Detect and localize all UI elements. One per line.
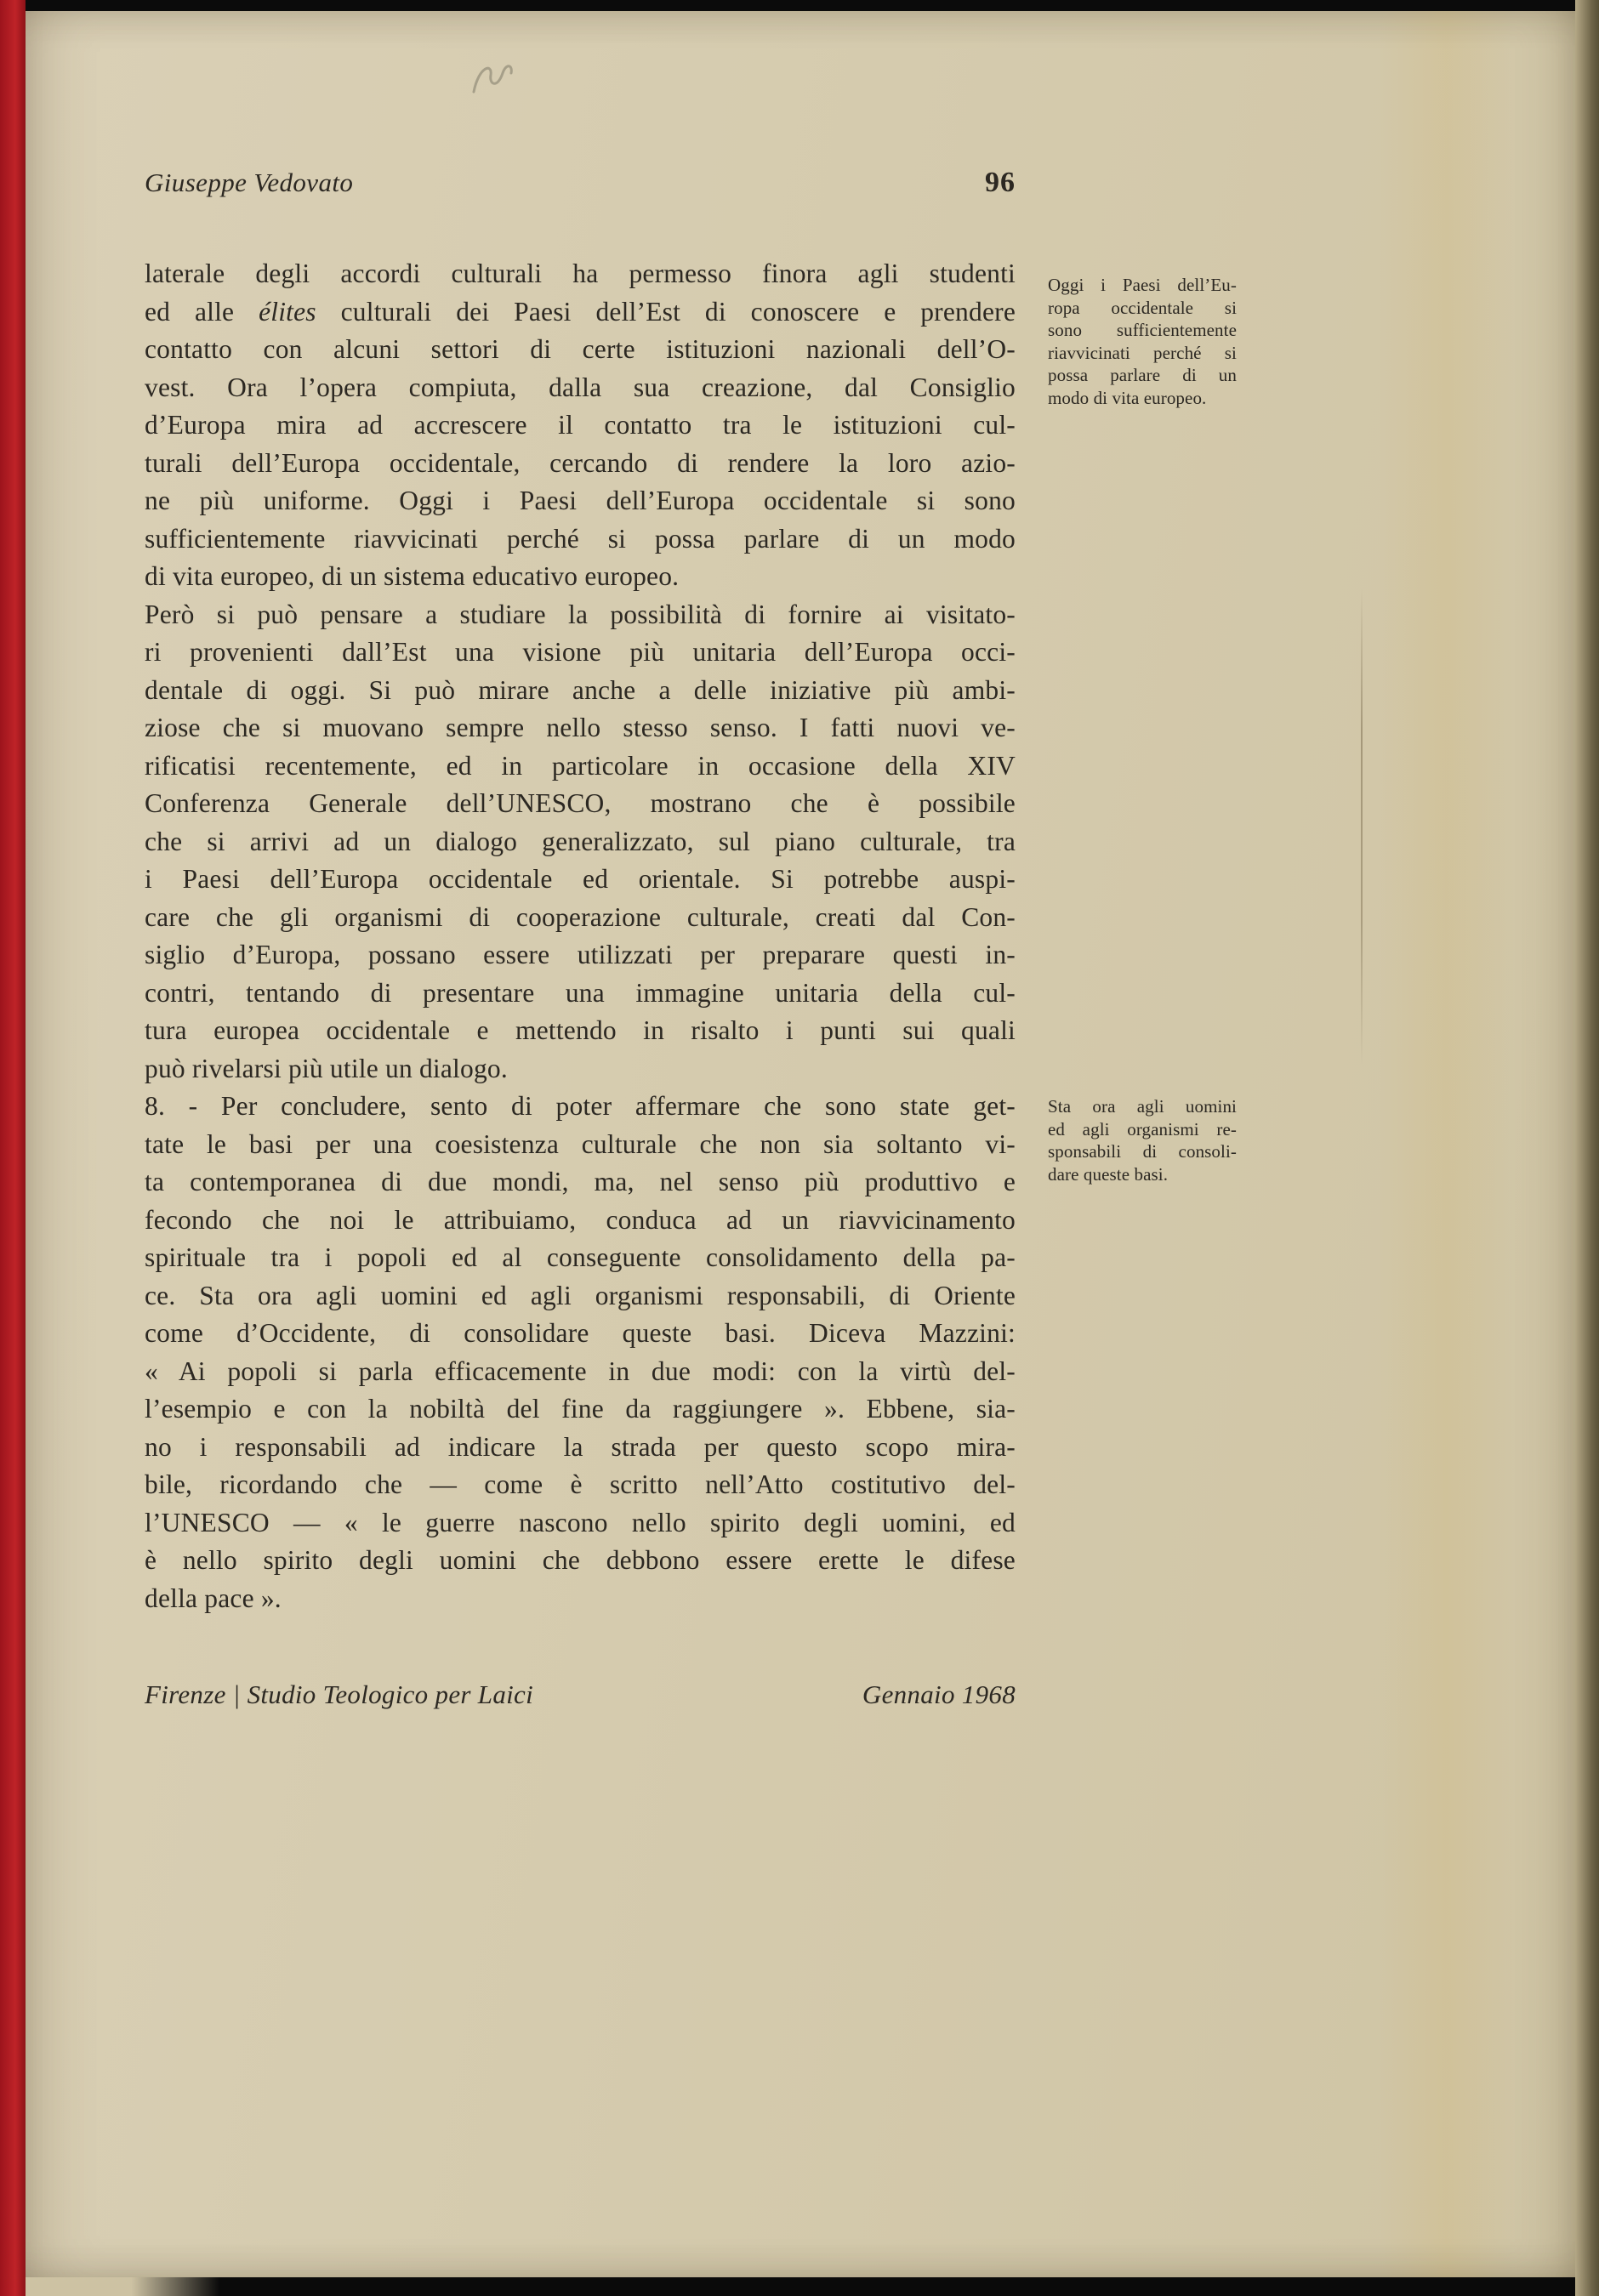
body-line: ce. Sta ora agli uomini ed agli organismi responsabili, di Oriente [145, 1280, 1016, 1310]
body-line: dentale di oggi. Si può mirare anche a delle iniziative più ambi- [145, 674, 1016, 705]
body-line: come d’Occidente, di consolidare queste basi. Diceva Mazzini: [145, 1318, 1016, 1348]
paragraph [145, 1088, 1016, 1617]
body-line: tura europea occidentale e mettendo in risalto i punti sui quali [145, 1015, 1016, 1045]
margin-note-line: modo di vita europeo. [1048, 387, 1207, 408]
body-line: di vita europeo, di un sistema educativo europeo. [145, 561, 680, 591]
body-line: ri provenienti dall’Est una visione più unitaria dell’Europa occi- [145, 637, 1016, 667]
body-line: 8. - Per concludere, sento di poter affermare che sono state get- [145, 1091, 1016, 1121]
page-number: 96 [985, 167, 1016, 198]
body-line: l’esempio e con la nobiltà del fine da raggiungere ». Ebbene, sia- [145, 1394, 1016, 1424]
body-line: tate le basi per una coesistenza culturale che non sia soltanto vi- [145, 1128, 1016, 1159]
body-line: laterale degli accordi culturali ha permesso finora agli studenti [145, 259, 1016, 288]
margin-note [1048, 1095, 1237, 1185]
crease-line [1361, 588, 1363, 1065]
margin-note-line: riavvicinati perché si [1048, 342, 1237, 363]
margin-note-line: ropa occidentale si [1048, 297, 1237, 318]
body-line: care che gli organismi di cooperazione culturale, creati dal Con- [145, 901, 1016, 932]
margin-note-line: Sta ora agli uomini [1048, 1096, 1237, 1117]
body-line: turali dell’Europa occidentale, cercando di rendere la loro azio- [145, 447, 1016, 478]
paper-stain [1378, 10, 1514, 2277]
body-line: contatto con alcuni settori di certe istituzioni nazionali dell’O- [145, 334, 1016, 364]
body-line: vest. Ora l’opera compiuta, dalla sua creazione, dal Consiglio [145, 372, 1016, 402]
paragraph [145, 596, 1016, 1088]
body-line: sufficientemente riavvicinati perché si possa parlare di un modo [145, 523, 1016, 554]
margin-note-line: sponsabili di consoli- [1048, 1141, 1237, 1162]
page-edge-right [1575, 0, 1599, 2296]
body-line: ta contemporanea di due mondi, ma, nel senso più produttivo e [145, 1167, 1016, 1196]
body-line: Però si può pensare a studiare la possibilità di fornire ai visitato- [145, 599, 1016, 629]
body-line: contri, tentando di presentare una immagine unitaria della cul- [145, 977, 1016, 1008]
body-line: della pace ». [145, 1583, 282, 1613]
body-line: no i responsabili ad indicare la strada per questo scopo mira- [145, 1431, 1016, 1462]
body-line: è nello spirito degli uomini che debbono essere erette le difese [145, 1545, 1016, 1575]
body-line: ziose che si muovano sempre nello stesso senso. I fatti nuovi ve- [145, 713, 1016, 742]
book-page [26, 10, 1575, 2277]
body-line: bile, ricordando che — come è scritto nell’Atto costitutivo del- [145, 1469, 1016, 1499]
book-binding-strip [0, 0, 26, 2296]
margin-note-line: ed agli organismi re- [1048, 1118, 1237, 1139]
body-line: rificatisi recentemente, ed in particolare in occasione della XIV [145, 750, 1016, 781]
author-name: Giuseppe Vedovato [145, 168, 354, 197]
pencil-squiggle-mark [464, 53, 523, 104]
body-line: « Ai popoli si parla efficacemente in due modi: con la virtù del- [145, 1355, 1016, 1386]
body-line: Conferenza Generale dell’UNESCO, mostrano che è possibile [145, 788, 1016, 818]
margin-note-line: dare queste basi. [1048, 1163, 1169, 1185]
body-line: d’Europa mira ad accrescere il contatto tra le istituzioni cul- [145, 410, 1016, 440]
scanner-edge-top [0, 0, 1599, 11]
body-line: ne più uniforme. Oggi i Paesi dell’Europa occidentale si sono [145, 486, 1016, 515]
body-line: spirituale tra i popoli ed al conseguente consolidamento della pa- [145, 1242, 1016, 1272]
body-line: ed alle élites culturali dei Paesi dell’Est di conoscere e prendere [145, 296, 1016, 327]
footer-date: Gennaio 1968 [862, 1679, 1016, 1709]
margin-note-line: possa parlare di un [1048, 365, 1237, 385]
body-line: può rivelarsi più utile un dialogo. [145, 1053, 508, 1083]
margin-note-line: Oggi i Paesi dell’Eu- [1048, 275, 1237, 295]
body-text [145, 255, 1016, 1617]
margin-note-line: sono sufficientemente [1048, 320, 1237, 340]
body-line: i Paesi dell’Europa occidentale ed orientale. Si potrebbe auspi- [145, 864, 1016, 894]
body-line: siglio d’Europa, possano essere utilizzati per preparare questi in- [145, 940, 1016, 969]
footer-place: Firenze | Studio Teologico per Laici [145, 1679, 534, 1709]
body-line: l’UNESCO — « le guerre nascono nello spirito degli uomini, ed [145, 1507, 1016, 1537]
paragraph [145, 255, 1016, 596]
scanner-edge-bottom [0, 2277, 1599, 2296]
page-footer [145, 1679, 1016, 1710]
page-header [145, 167, 1016, 199]
body-line: fecondo che noi le attribuiamo, conduca ad un riavvicinamento [145, 1204, 1016, 1235]
margin-note [1048, 274, 1237, 409]
body-line: che si arrivi ad un dialogo generalizzato, sul piano culturale, tra [145, 826, 1016, 856]
